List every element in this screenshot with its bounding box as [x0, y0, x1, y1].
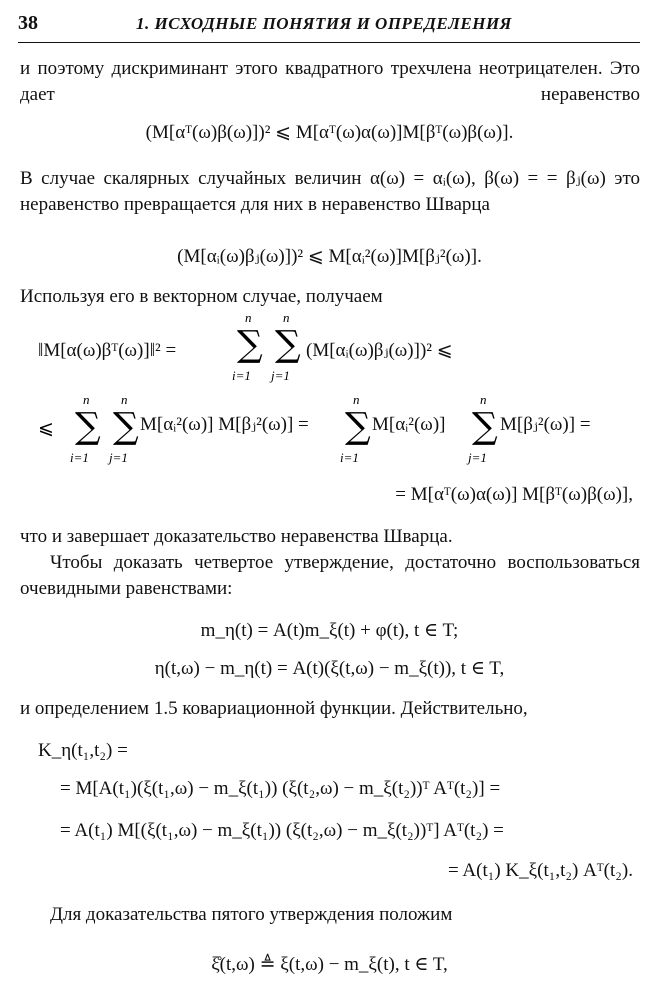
- sum-upper-limit: n: [353, 392, 360, 407]
- paragraph-schwarz-done: что и завершает доказательство неравенства Шварца.: [20, 526, 453, 547]
- sum-lower-limit: i=1: [70, 450, 89, 465]
- sum-sign: ∑: [75, 406, 101, 447]
- header-rule: [18, 42, 640, 43]
- sum-lower-limit: j=1: [271, 368, 290, 383]
- sum-lower-limit: i=1: [232, 368, 251, 383]
- equation-schwarz-scalar: (M[αᵢ(ω)βⱼ(ω)])² ⩽ M[αᵢ²(ω)]M[βⱼ²(ω)].: [177, 246, 482, 267]
- equation-k-eta-expand-2: = A(t₁) M[(ξ(t₁,ω) − m_ξ(t₁)) (ξ(t₂,ω) − m_ξ(t₂))ᵀ] Aᵀ(t₂) =: [60, 820, 504, 841]
- running-header: [18, 12, 640, 42]
- sum-upper-limit: n: [245, 310, 252, 325]
- paragraph-scalar-case: В случае скалярных случайных величин α(ω) = αᵢ(ω), β(ω) = = βⱼ(ω) это неравенство превращается для них в неравенство Шварца: [20, 168, 640, 215]
- equation-norm-left: ‖M[α(ω)βᵀ(ω)]‖² =: [38, 340, 177, 361]
- equation-centered-eta: η(t,ω) − m_η(t) = A(t)(ξ(t,ω) − m_ξ(t)), t ∈ T,: [154, 658, 505, 679]
- sum-sign: ∑: [113, 406, 139, 447]
- equation-norm-sum-term: (M[αᵢ(ω)βⱼ(ω)])² ⩽: [306, 340, 453, 361]
- sum-upper-limit: n: [283, 310, 290, 325]
- equation-sum-alpha: M[αᵢ²(ω)]: [372, 414, 446, 435]
- page-number: 38: [18, 12, 38, 34]
- equation-k-eta-result: = A(t₁) K_ξ(t₁,t₂) Aᵀ(t₂).: [447, 860, 633, 881]
- equation-norm-result: = M[αᵀ(ω)α(ω)] M[βᵀ(ω)β(ω)],: [395, 484, 633, 505]
- paragraph-fourth-statement: Чтобы доказать четвертое утверждение, достаточно воспользоваться очевидными равенствами:: [20, 552, 640, 599]
- equation-cauchy-vector: (M[αᵀ(ω)β(ω)])² ⩽ M[αᵀ(ω)α(ω)]M[βᵀ(ω)β(ω)].: [145, 122, 514, 143]
- sum-upper-limit: n: [83, 392, 90, 407]
- paragraph-fifth-statement: Для доказательства пятого утверждения положим: [50, 904, 453, 925]
- sum-lower-limit: j=1: [109, 450, 128, 465]
- running-title: 1. ИСХОДНЫЕ ПОНЯТИЯ И ОПРЕДЕЛЕНИЯ: [136, 14, 512, 33]
- paragraph-covariance-def: и определением 1.5 ковариационной функции. Действительно,: [20, 698, 528, 719]
- sum-lower-limit: i=1: [340, 450, 359, 465]
- sum-lower-limit: j=1: [468, 450, 487, 465]
- equation-k-eta: K_η(t₁,t₂) =: [38, 740, 128, 761]
- equation-double-sum-terms: M[αᵢ²(ω)] M[βⱼ²(ω)] =: [140, 414, 309, 435]
- sum-upper-limit: n: [121, 392, 128, 407]
- leq-sign: ⩽: [38, 417, 54, 439]
- sum-sign: ∑: [472, 406, 498, 447]
- sum-sign: ∑: [237, 324, 263, 365]
- equation-mean-eta: m_η(t) = A(t)m_ξ(t) + φ(t), t ∈ T;: [200, 620, 459, 641]
- equation-k-eta-expand-1: = M[A(t₁)(ξ(t₁,ω) − m_ξ(t₁)) (ξ(t₂,ω) − m_ξ(t₂))ᵀ Aᵀ(t₂)] =: [60, 778, 501, 799]
- sum-sign: ∑: [275, 324, 301, 365]
- paragraph-vector-case: Используя его в векторном случае, получаем: [20, 286, 383, 307]
- sum-upper-limit: n: [480, 392, 487, 407]
- sum-sign: ∑: [345, 406, 371, 447]
- equation-centered-xi: ξ̊(t,ω) ≜ ξ(t,ω) − m_ξ(t), t ∈ T,: [211, 954, 448, 975]
- equation-sum-beta: M[βⱼ²(ω)] =: [500, 414, 591, 435]
- paragraph-discriminant: и поэтому дискриминант этого квадратного трехчлена неотрицателен. Это дает неравенство: [20, 58, 640, 105]
